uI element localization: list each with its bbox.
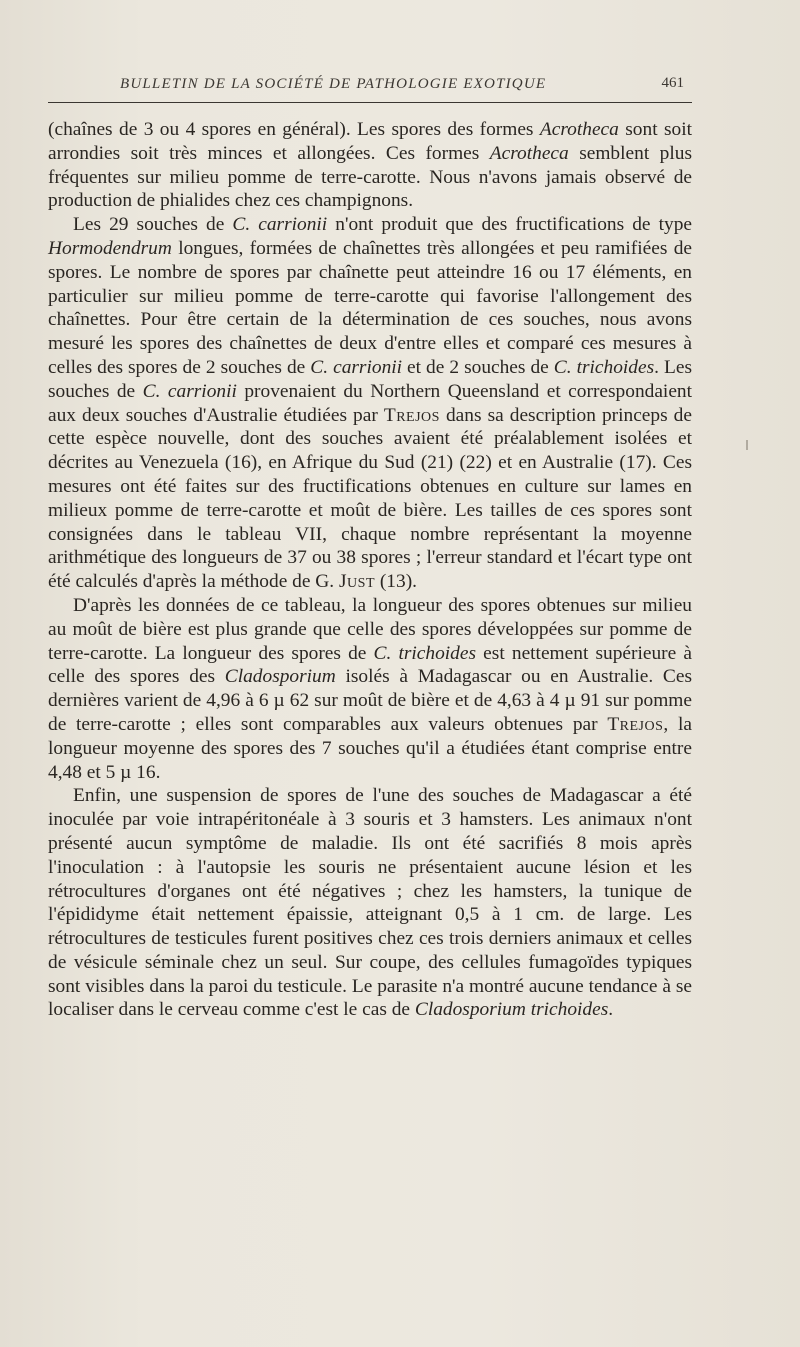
italic-term: Acrotheca xyxy=(489,142,569,164)
text-run: D'après les données de ce tableau, la longueur des spores obtenues sur milieu au moût de bière est plus grande que celle des spores développées sur pomme de terre-carotte. La longueur des spores de xyxy=(48,594,692,664)
italic-term: C. trichoides xyxy=(373,642,477,664)
paragraph-1 xyxy=(48,118,692,213)
author-name: Just xyxy=(339,571,375,593)
italic-term: C. carrionii xyxy=(232,214,328,236)
page-number: 461 xyxy=(661,75,684,91)
text-run: . Les souches de xyxy=(48,356,692,402)
body-text xyxy=(48,118,692,1022)
paragraph-3 xyxy=(48,594,692,784)
text-run: (chaînes de 3 ou 4 spores en général). Les spores des formes xyxy=(48,119,540,140)
page-header xyxy=(48,74,692,103)
text-run: longues, formées de chaînettes très allongées et peu ramifiées de spores. Le nombre de spores par chaînette peut atteindre 16 ou 17 éléments, en particulier sur milieu pomme de terre-carotte qui favorise l'allongement des chaînettes. Pour être certain de la détermination de ces souches, nous avons mesuré les spores des chaînettes de deux d'entre elles et comparé ces mesures à celles des spores de 2 souches de xyxy=(48,237,692,378)
text-run: semblent plus fréquentes sur milieu pomme de terre-carotte. Nous n'avons jamais observé de production de phialides chez ces champignons. xyxy=(48,142,692,212)
italic-term: Acrotheca xyxy=(539,119,619,140)
running-title: BULLETIN DE LA SOCIÉTÉ DE PATHOLOGIE EXOTIQUE xyxy=(120,76,547,92)
italic-term: C. carrionii xyxy=(142,380,237,402)
margin-mark xyxy=(746,440,748,450)
text-run: dans sa description princeps de cette espèce nouvelle, dont des souches avaient été préalablement isolées et décrites au Venezuela (16), en Afrique du Sud (21) (22) et en Australie (17). Ces mesures ont été faites sur des fructifications obtenues en culture sur lames en milieux pomme de terre-carotte et moût de bière. Les tailles de ces spores sont consignées dans le tableau VII, chaque nombre représentant la moyenne arithmétique des longueurs de 37 ou 38 spores ; l'erreur standard et l'écart type ont été calculés d'après la méthode de G. xyxy=(48,404,692,593)
italic-term: Hormodendrum xyxy=(48,237,172,259)
italic-term: C. carrionii xyxy=(310,356,403,378)
text-run: est nettement supérieure à celle des spores des xyxy=(48,642,692,688)
text-run: Les 29 souches de xyxy=(73,214,233,236)
author-name: Trejos xyxy=(607,713,664,735)
italic-term: Cladosporium xyxy=(224,666,336,688)
paragraph-4 xyxy=(48,784,692,1022)
text-run: isolés à Madagascar ou en Australie. Ces dernières varient de 4,96 à 6 µ 62 sur moût de bière et de 4,63 à 4 µ 91 sur pomme de terre-carotte ; elles sont comparables aux valeurs obtenues par xyxy=(48,666,692,735)
italic-term: C. trichoides xyxy=(553,356,655,378)
author-name: Trejos xyxy=(383,404,440,426)
text-run: n'ont produit que des fructifications de type xyxy=(327,214,692,236)
italic-term: Cladosporium trichoides xyxy=(414,999,609,1021)
text-run: provenaient du Northern Queensland et correspondaient aux deux souches d'Australie étudiées par xyxy=(48,380,693,426)
text-run: et de 2 souches de xyxy=(402,356,554,378)
text-run: , la longueur moyenne des spores des 7 souches qu'il a étudiées étant comprise entre 4,48 et 5 µ 16. xyxy=(48,713,692,783)
paragraph-2 xyxy=(48,213,692,594)
text-run: Enfin, une suspension de spores de l'une des souches de Madagascar a été inoculée par voie intrapéritonéale à 3 souris et 3 hamsters. Les animaux n'ont présenté aucun symptôme de maladie. Ils ont été sacrifiés 8 mois après l'inoculation : à l'autopsie les souris ne présentaient aucune lésion et les rétrocultures d'organes ont été négatives ; chez les hamsters, la tunique de l'épididyme était nettement épaissie, atteignant 0,5 à 1 cm. de large. Les rétrocultures de testicules furent positives chez ces trois derniers animaux et celles de vésicule séminale chez un seul. Sur coupe, des cellules fumagoïdes typiques sont visibles dans la paroi du testicule. Le parasite n'a montré aucune tendance à se localiser dans le cerveau comme c'est le cas de xyxy=(48,785,692,1021)
text-run: sont soit arrondies soit très minces et allongées. Ces formes xyxy=(48,119,692,164)
text-run: (13). xyxy=(375,571,418,593)
text-run: . xyxy=(608,999,614,1021)
